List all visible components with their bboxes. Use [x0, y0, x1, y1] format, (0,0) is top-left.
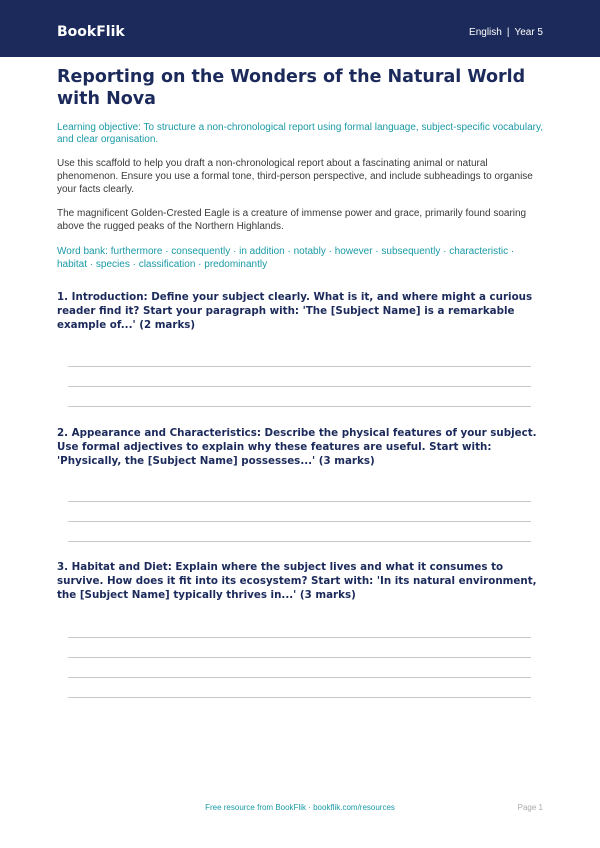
answer-line[interactable] [68, 406, 531, 407]
learning-objective: Learning objective: To structure a non-chronological report using formal language, subject-specific vocabulary, and clear organisation. [57, 122, 544, 145]
answer-line[interactable] [68, 541, 531, 542]
question-1: 1. Introduction: Define your subject clearly. What is it, and where might a curious reader find it? Start your paragraph with: 'The [Subject Name] is a remarkable example of...' (2 marks) [57, 291, 533, 331]
page-header [0, 0, 600, 57]
subject-year-label [469, 26, 543, 40]
answer-line[interactable] [68, 386, 531, 387]
brand-logo[interactable]: BookFlik [57, 24, 125, 40]
answer-line[interactable] [68, 657, 531, 658]
intro-paragraph: Use this scaffold to help you draft a non-chronological report about a fascinating animal or natural phenomenon. Ensure you use a formal tone, third-person perspective, and include subheadings to organise your facts clearly. [57, 158, 533, 195]
page-title: Reporting on the Wonders of the Natural World with Nova [57, 67, 526, 109]
answer-line[interactable] [68, 501, 531, 502]
word-bank: Word bank: furthermore · consequently · in addition · notably · however · subsequently · characteristic · habitat · species · classification · predominantly [57, 246, 515, 270]
answer-line[interactable] [68, 677, 531, 678]
year-label: Year 5 [514, 27, 543, 38]
meta-separator: | [506, 27, 510, 38]
answer-line[interactable] [68, 366, 531, 367]
footer-resource-link[interactable]: Free resource from BookFlik · bookflik.com/resources [205, 803, 395, 812]
question-2: 2. Appearance and Characteristics: Describe the physical features of your subject. Use formal adjectives to explain why these features are useful. Start with: 'Physically, the [Subject Name] possesses...' (3 marks) [57, 427, 537, 467]
answer-line[interactable] [68, 697, 531, 698]
question-3: 3. Habitat and Diet: Explain where the subject lives and what it consumes to survive. How does it fit into its ecosystem? Start with: 'In its natural environment, the [Subject Name] typically thrives in...' (3 marks) [57, 561, 537, 601]
page-number: Page 1 [517, 803, 543, 812]
answer-line[interactable] [68, 521, 531, 522]
subject-label: English [469, 27, 502, 38]
answer-line[interactable] [68, 637, 531, 638]
context-paragraph: The magnificent Golden-Crested Eagle is a creature of immense power and grace, primarily found soaring above the rugged peaks of the Northern Highlands. [57, 208, 527, 232]
